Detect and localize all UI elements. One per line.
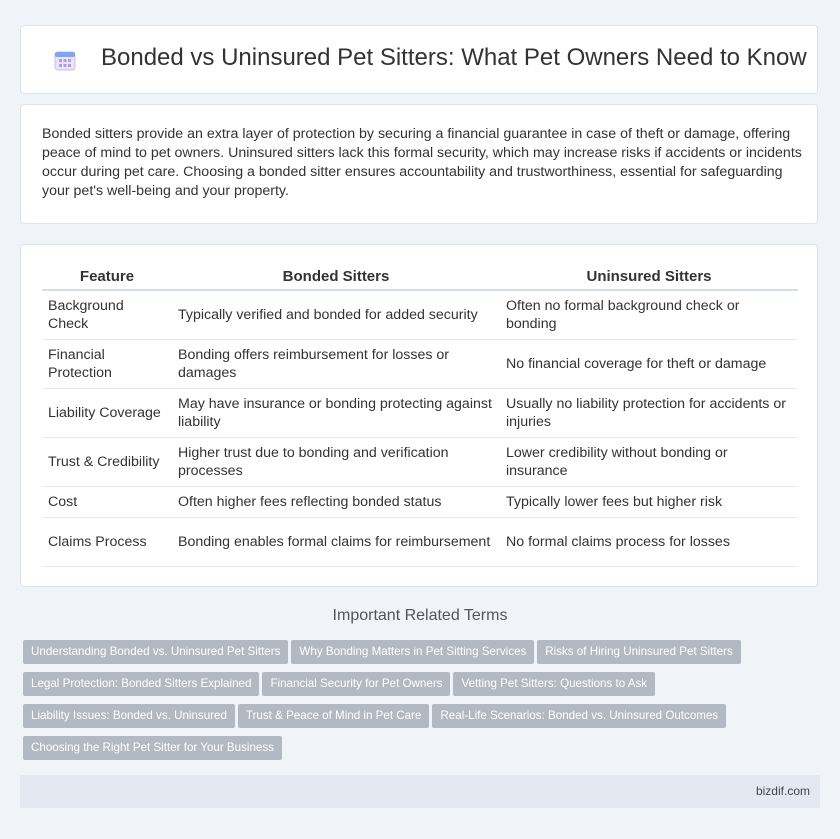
footer-site-link[interactable]: bizdif.com (755, 784, 810, 798)
related-term-tag[interactable]: Financial Security for Pet Owners (262, 672, 450, 696)
comparison-card (20, 244, 818, 587)
table-cell: May have insurance or bonding protecting against liability (172, 389, 500, 438)
table-row (42, 389, 798, 438)
related-term-tag[interactable]: Understanding Bonded vs. Uninsured Pet Sitters (23, 640, 288, 664)
table-cell: Liability Coverage (42, 389, 172, 438)
column-header: Uninsured Sitters (500, 263, 798, 290)
table-cell: Bonding enables formal claims for reimbursement (172, 518, 500, 567)
table-cell: Usually no liability protection for accidents or injuries (500, 389, 798, 438)
table-row (42, 290, 798, 340)
table-cell: Typically verified and bonded for added security (172, 290, 500, 340)
related-term-tag[interactable]: Legal Protection: Bonded Sitters Explained (23, 672, 259, 696)
footer (20, 775, 820, 808)
table-cell: Higher trust due to bonding and verification processes (172, 438, 500, 487)
related-term-tag[interactable]: Real-Life Scenarios: Bonded vs. Uninsured Outcomes (432, 704, 726, 728)
calendar-icon (53, 48, 77, 72)
table-cell: Often no formal background check or bonding (500, 290, 798, 340)
table-cell: Bonding offers reimbursement for losses or damages (172, 340, 500, 389)
related-terms-title: Important Related Terms (332, 607, 508, 624)
column-header: Bonded Sitters (172, 263, 500, 290)
related-term-tag[interactable]: Trust & Peace of Mind in Pet Care (238, 704, 430, 728)
table-cell: Cost (42, 487, 172, 518)
table-cell: Typically lower fees but higher risk (500, 487, 798, 518)
table-cell: Lower credibility without bonding or insurance (500, 438, 798, 487)
comparison-table (42, 263, 798, 567)
related-term-tag[interactable]: Why Bonding Matters in Pet Sitting Services (291, 640, 534, 664)
table-row (42, 487, 798, 518)
table-cell: Background Check (42, 290, 172, 340)
column-header: Feature (42, 263, 172, 290)
related-term-tag[interactable]: Vetting Pet Sitters: Questions to Ask (453, 672, 655, 696)
related-term-tag[interactable]: Choosing the Right Pet Sitter for Your Business (23, 736, 282, 760)
table-cell: Claims Process (42, 518, 172, 567)
related-term-tag[interactable]: Risks of Hiring Uninsured Pet Sitters (537, 640, 741, 664)
table-cell: Often higher fees reflecting bonded status (172, 487, 500, 518)
related-term-tag[interactable]: Liability Issues: Bonded vs. Uninsured (23, 704, 235, 728)
table-row (42, 438, 798, 487)
table-cell: Trust & Credibility (42, 438, 172, 487)
header-card (20, 25, 818, 94)
table-row (42, 518, 798, 567)
table-cell: No financial coverage for theft or damage (500, 340, 798, 389)
intro-card (20, 104, 818, 224)
table-cell: No formal claims process for losses (500, 518, 798, 567)
table-row (42, 340, 798, 389)
intro-text: Bonded sitters provide an extra layer of protection by securing a financial guarantee in case of theft or damage, offering peace of mind to pet owners. Uninsured sitters lack this formal security, which may increase risks if accidents or incidents occur during pet care. Choosing a bonded sitter ensures accountability and trustworthiness, essential for safeguarding your pet's well-being and your property. (42, 126, 802, 199)
page-title: Bonded vs Uninsured Pet Sitters: What Pet Owners Need to Know (101, 44, 807, 71)
related-terms-list (23, 640, 813, 768)
table-cell: Financial Protection (42, 340, 172, 389)
table-header-row (42, 263, 798, 290)
